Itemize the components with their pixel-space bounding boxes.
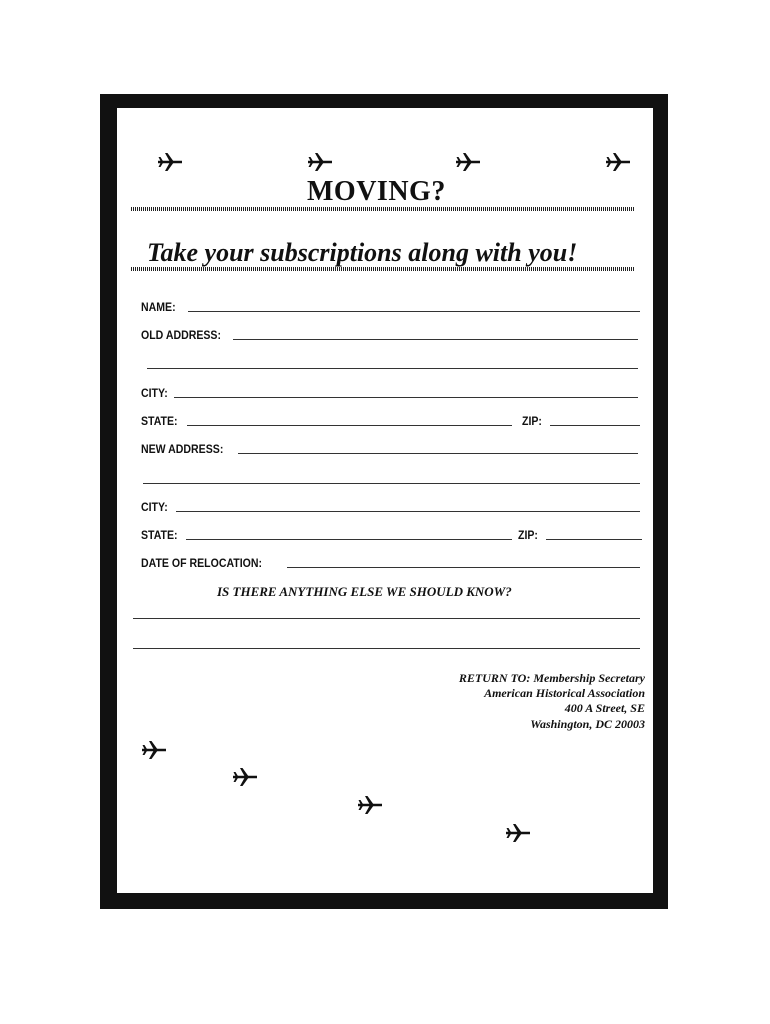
page-title: MOVING? bbox=[307, 176, 446, 207]
additional-info-line[interactable] bbox=[133, 648, 640, 649]
city-field[interactable] bbox=[174, 397, 638, 398]
airplane-icon bbox=[232, 767, 258, 787]
name-field[interactable] bbox=[188, 311, 640, 312]
subtitle-rule bbox=[131, 267, 635, 271]
name-label: NAME: bbox=[141, 300, 176, 314]
title-rule bbox=[131, 207, 635, 211]
return-organization: American Historical Association bbox=[484, 686, 645, 700]
zip-field[interactable] bbox=[546, 539, 642, 540]
state-label: STATE: bbox=[141, 528, 178, 542]
state-label: STATE: bbox=[141, 414, 178, 428]
state-field[interactable] bbox=[186, 539, 512, 540]
old-address-field[interactable] bbox=[233, 339, 638, 340]
date-of-relocation-label: DATE OF RELOCATION: bbox=[141, 556, 263, 570]
subtitle: Take your subscriptions along with you! bbox=[147, 238, 578, 267]
return-street: 400 A Street, SE bbox=[564, 701, 645, 715]
return-city: Washington, DC 20003 bbox=[530, 717, 645, 731]
old-address-field-line2[interactable] bbox=[147, 368, 638, 369]
state-field[interactable] bbox=[187, 425, 512, 426]
return-to-line: RETURN TO: Membership Secretary bbox=[458, 671, 645, 685]
city-label: CITY: bbox=[141, 500, 168, 514]
airplane-icon bbox=[357, 795, 383, 815]
additional-info-question: IS THERE ANYTHING ELSE WE SHOULD KNOW? bbox=[217, 584, 512, 599]
old-address-label: OLD ADDRESS: bbox=[141, 328, 221, 342]
additional-info-line[interactable] bbox=[133, 618, 640, 619]
new-address-label: NEW ADDRESS: bbox=[141, 442, 224, 456]
airplane-icon bbox=[605, 152, 631, 172]
date-of-relocation-field[interactable] bbox=[287, 567, 640, 568]
city-label: CITY: bbox=[141, 386, 168, 400]
airplane-icon bbox=[141, 740, 167, 760]
zip-field[interactable] bbox=[550, 425, 640, 426]
city-field[interactable] bbox=[176, 511, 640, 512]
airplane-icon bbox=[157, 152, 183, 172]
zip-label: ZIP: bbox=[522, 414, 542, 428]
airplane-icon bbox=[455, 152, 481, 172]
airplane-icon bbox=[307, 152, 333, 172]
new-address-field[interactable] bbox=[238, 453, 638, 454]
airplane-icon bbox=[505, 823, 531, 843]
form-panel bbox=[117, 108, 653, 893]
zip-label: ZIP: bbox=[518, 528, 538, 542]
new-address-field-line2[interactable] bbox=[143, 483, 640, 484]
